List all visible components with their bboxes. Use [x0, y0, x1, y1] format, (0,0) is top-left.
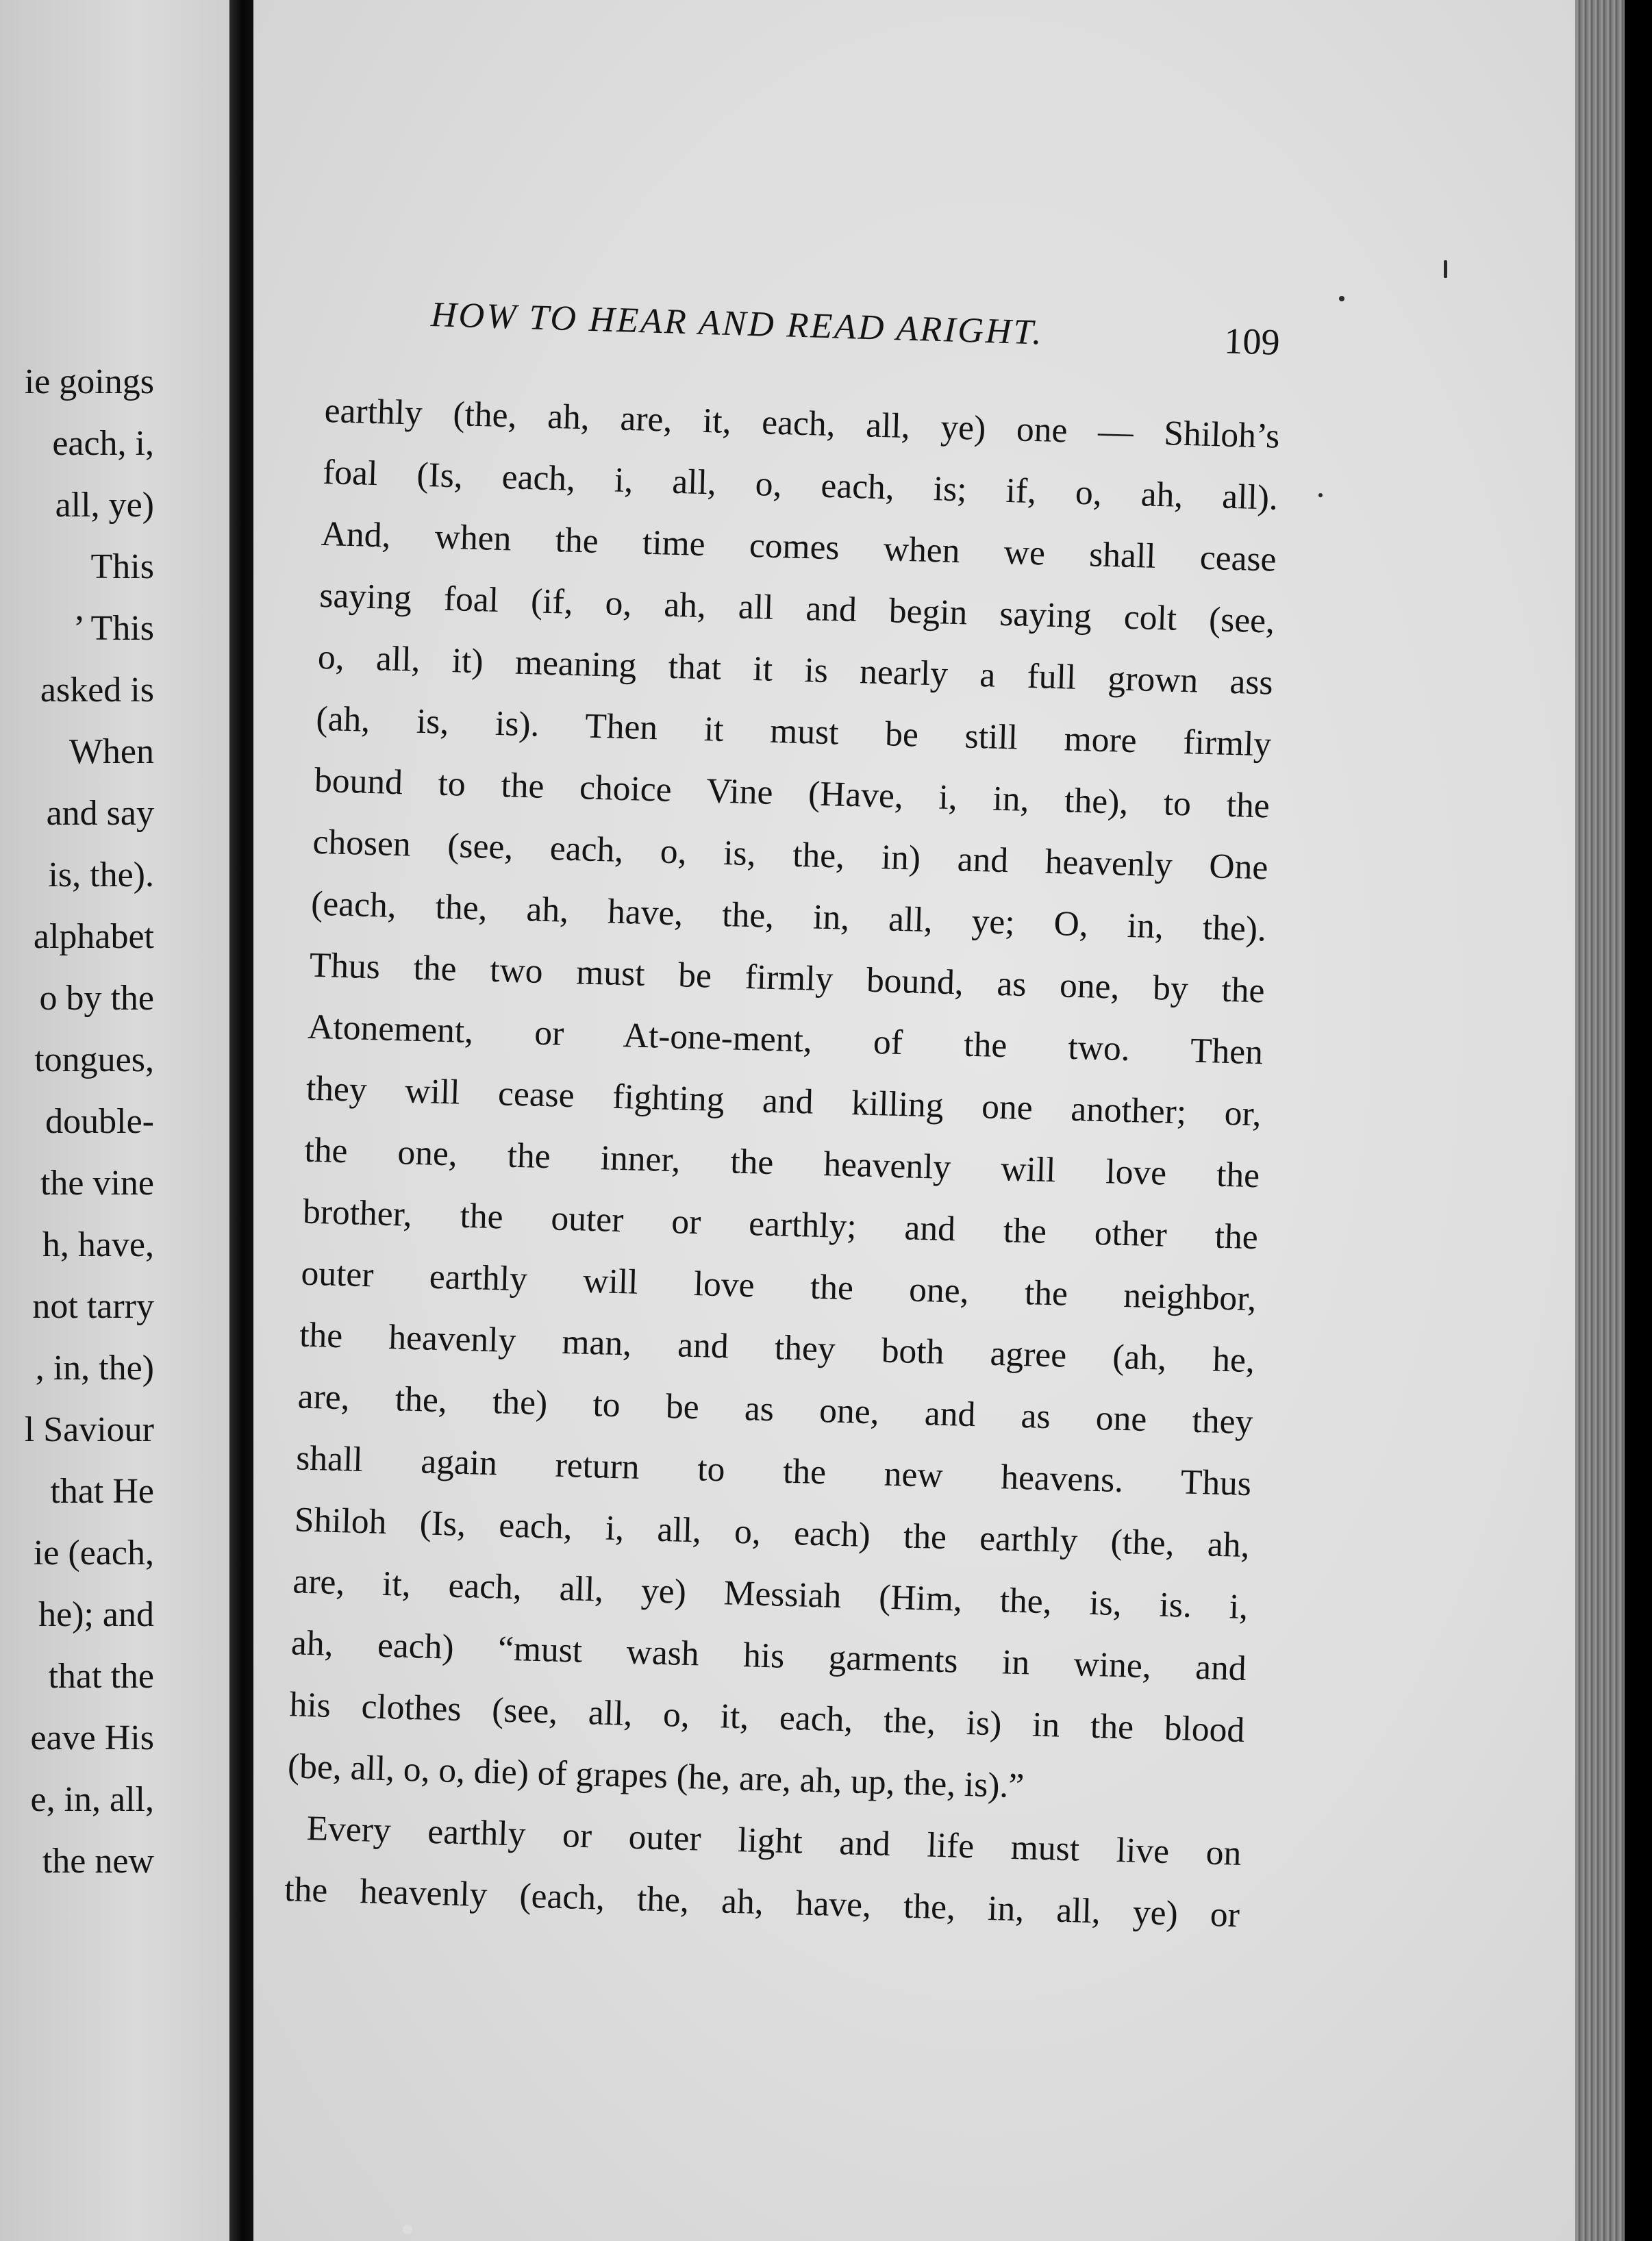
text-line: brother, the outer or earthly; and the other the [302, 1192, 1259, 1257]
text-line: ah, each) “must wash his garments in wine, and [290, 1623, 1247, 1689]
text-line: they will cease fighting and killing one another; or, [305, 1068, 1262, 1134]
text-line: bound to the choice Vine (Have, i, in, the), to the [314, 760, 1271, 826]
left-line: not tarry [32, 1287, 154, 1326]
text-line: his clothes (see, all, o, it, each, the, is) in the blood [288, 1685, 1245, 1751]
left-line: alphabet [33, 917, 154, 956]
left-line: that He [50, 1472, 154, 1511]
text-line: Every earthly or outer light and life must live on [306, 1809, 1242, 1873]
running-head-title: HOW TO HEAR AND READ ARIGHT. [430, 295, 1044, 353]
text-line: Shiloh (Is, each, i, all, o, each) the earthly (the, ah, [294, 1500, 1251, 1566]
left-line: eave His [30, 1718, 154, 1757]
left-line: double- [45, 1102, 154, 1141]
scan-speck [1318, 493, 1323, 497]
scan-speck [1444, 260, 1447, 278]
left-line: the new [42, 1842, 154, 1881]
left-line: This [90, 547, 154, 586]
left-line: ie goings [24, 362, 154, 401]
scan-border [1625, 0, 1652, 2241]
scan-speck [403, 2225, 412, 2234]
text-line: Thus the two must be firmly bound, as one, by the [309, 945, 1266, 1011]
text-line: (each, the, ah, have, the, in, all, ye; O, in, the). [310, 884, 1267, 949]
scan-speck [1339, 296, 1344, 301]
text-line: (ah, is, is). Then it must be still more firmly [315, 699, 1272, 764]
text-line: the heavenly (each, the, ah, have, the, in, all, ye) or [284, 1870, 1240, 1935]
text-line: Atonement, or At-one-ment, of the two. Then [307, 1007, 1264, 1073]
left-line: the vine [40, 1164, 154, 1203]
left-page [0, 0, 229, 2241]
text-line: foal (Is, each, i, all, o, each, is; if, o, ah, all). [322, 452, 1279, 518]
text-line: outer earthly will love the one, the neighbor, [300, 1253, 1257, 1319]
left-line: o by the [39, 979, 154, 1018]
text-line: saying foal (if, o, ah, all and begin saying colt (see, [318, 575, 1275, 641]
left-line: ’ This [73, 609, 154, 648]
text-line: And, when the time comes when we shall cease [321, 514, 1277, 579]
page-number: 109 [1223, 320, 1281, 363]
left-line: he); and [38, 1595, 154, 1634]
left-line: each, i, [52, 424, 154, 463]
left-line: l Saviour [24, 1410, 154, 1449]
left-line: When [68, 732, 154, 771]
text-line: o, all, it) meaning that it is nearly a full grown ass [317, 637, 1274, 703]
left-line: that the [48, 1657, 154, 1696]
body-text [284, 380, 1280, 1946]
text-line: are, it, each, all, ye) Messiah (Him, the, is, is. i, [292, 1562, 1249, 1627]
page-edges [1575, 0, 1652, 2241]
text-line: the heavenly man, and they both agree (ah, he, [299, 1315, 1255, 1381]
left-line: e, in, all, [30, 1780, 154, 1819]
text-line: earthly (the, ah, are, it, each, all, ye) one — Shiloh’s [324, 390, 1281, 456]
left-line: h, have, [42, 1225, 154, 1264]
book-gutter-shadow [229, 0, 253, 2241]
text-line: the one, the inner, the heavenly will love the [303, 1130, 1260, 1196]
left-line: tongues, [34, 1040, 154, 1079]
left-line: is, the). [48, 855, 154, 894]
text-line: are, the, the) to be as one, and as one they [297, 1377, 1254, 1442]
left-line: , in, the) [35, 1349, 154, 1388]
left-line: asked is [40, 671, 154, 710]
left-line: all, ye) [55, 486, 154, 525]
text-line: chosen (see, each, o, is, the, in) and heavenly One [312, 822, 1269, 888]
left-line: and say [46, 794, 154, 833]
text-line: (be, all, o, o, die) of grapes (he, are, ah, up, the, is).” [287, 1747, 1025, 1806]
left-line: ie (each, [33, 1533, 154, 1573]
text-line: shall again return to the new heavens. Thus [295, 1438, 1252, 1504]
